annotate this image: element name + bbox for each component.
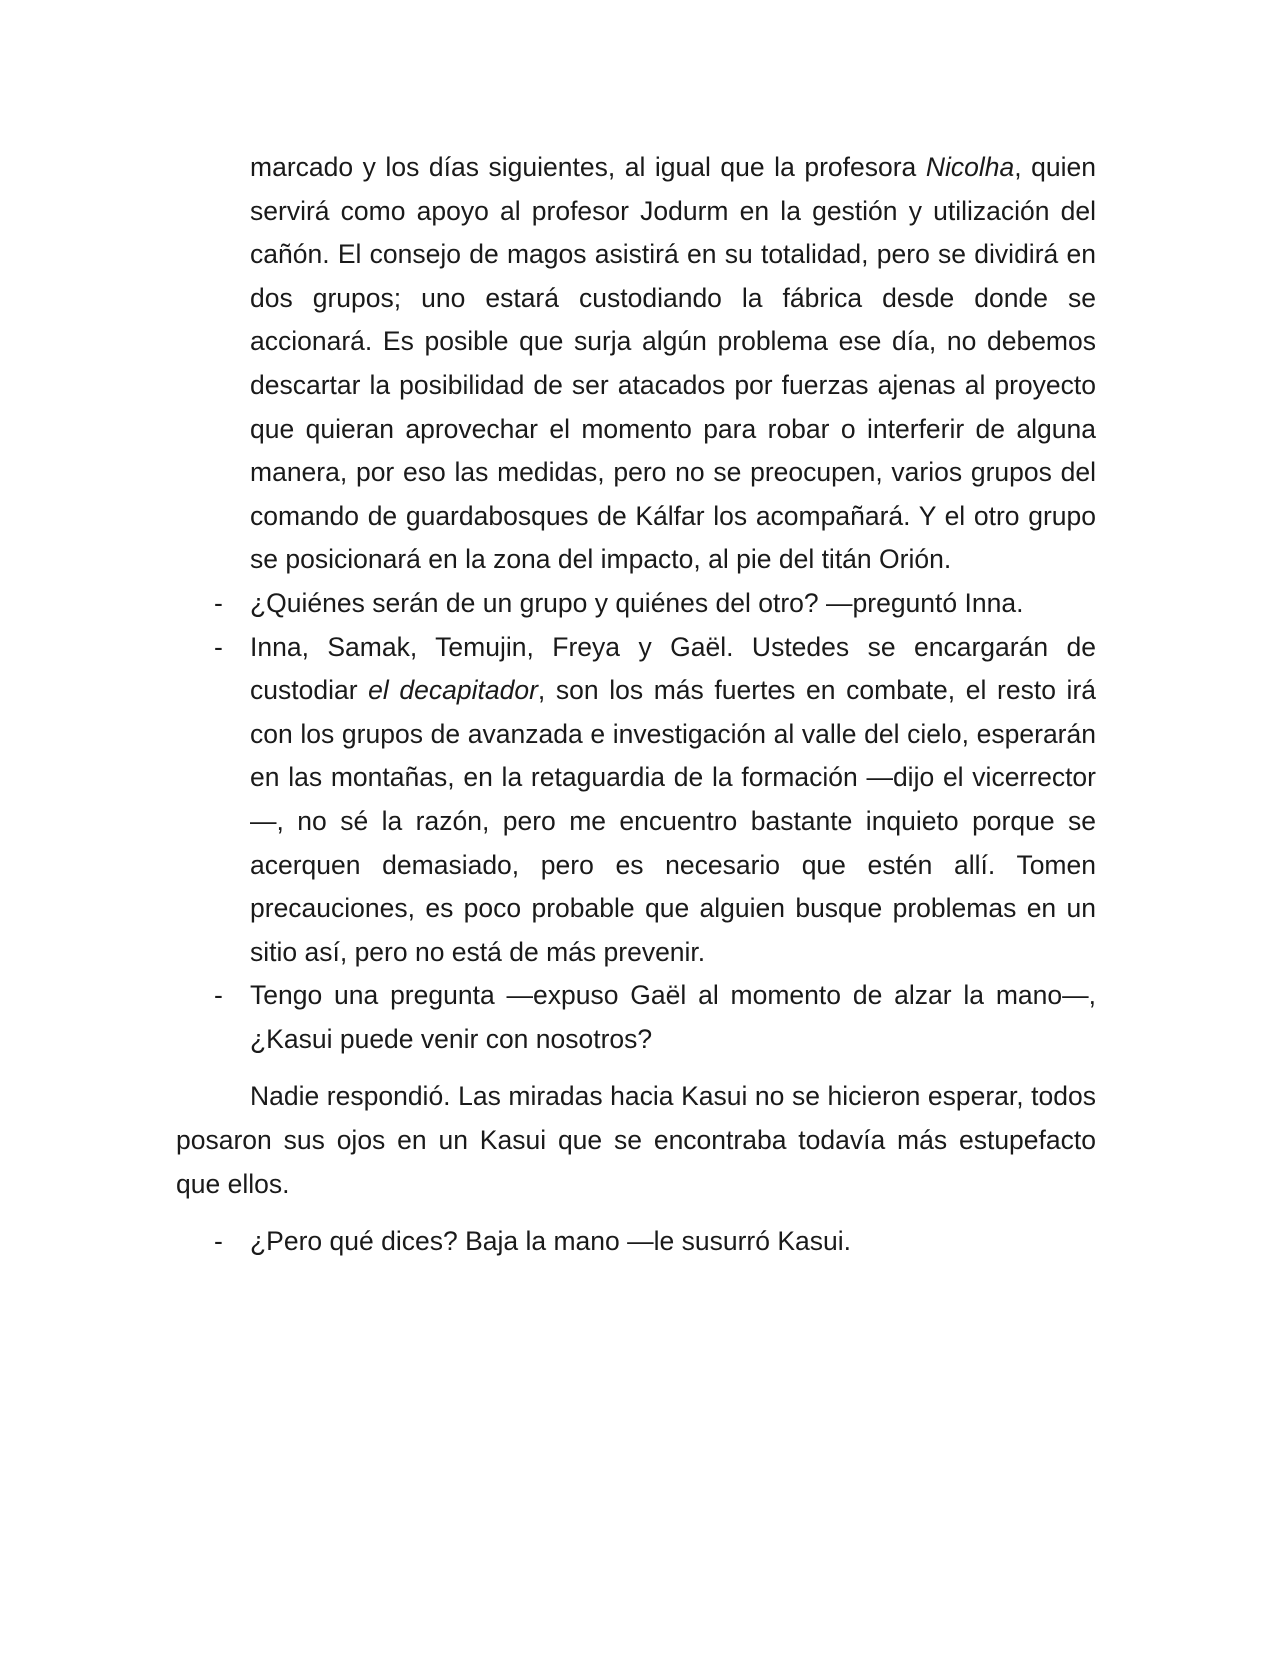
- paragraph-text-start: marcado y los días siguientes, al igual que la profesora: [250, 152, 926, 182]
- italic-name-nicolha: Nicolha: [925, 152, 1015, 182]
- dialogue-text: Tengo una pregunta —expuso Gaël al momento de alzar la mano—, ¿Kasui puede venir con nosotros?: [250, 980, 1096, 1054]
- dialogue-dash: -: [214, 587, 223, 618]
- body-text: [176, 146, 1096, 1264]
- italic-el-decapitador: el decapitador: [368, 675, 538, 706]
- dialogue-paragraph-3: [176, 974, 1096, 1061]
- dialogue-paragraph-4: [176, 1220, 1096, 1264]
- dialogue-dash: -: [214, 980, 223, 1011]
- dialogue-dash: -: [214, 631, 223, 662]
- dialogue-text-start: Inna, Samak, Temujin, Freya y Gaël. Ustedes se encargarán de custodiar: [250, 631, 1096, 706]
- dialogue-paragraph-2: [176, 626, 1096, 975]
- dialogue-text: ¿Pero qué dices? Baja la mano —le susurró Kasui.: [250, 1226, 851, 1257]
- paragraph-text-rest: , quien servirá como apoyo al profesor Jodurm en la gestión y utilización del cañón. El consejo de magos asistirá en su totalidad, pero se dividirá en dos grupos; uno estará custodiando la fábrica desde donde se accionará. Es posible que surja algún problema ese día, no debemos descartar la posibilidad de ser atacados por fuerzas ajenas al proyecto que quieran aprovechar el momento para robar o interferir de alguna manera, por eso las medidas, pero no se preocupen, varios grupos del comando de guardabosques de Kálfar los acompañará. Y el otro grupo se posicionará en la zona del impacto, al pie del titán Orión.: [250, 152, 1096, 575]
- continued-dialogue-paragraph: [176, 146, 1096, 582]
- dialogue-text-rest: , son los más fuertes en combate, el resto irá con los grupos de avanzada e investigación al valle del cielo, esperarán en las montañas, en la retaguardia de la formación —dijo el vicerrector—, no sé la razón, pero me encuentro bastante inquieto porque se acerquen demasiado, pero es necesario que estén allí. Tomen precauciones, es poco probable que alguien busque problemas en un sitio así, pero no está de más prevenir.: [250, 675, 1097, 967]
- dialogue-dash: -: [214, 1226, 223, 1257]
- narration-paragraph: Nadie respondió. Las miradas hacia Kasui no se hicieron esperar, todos posaron sus ojos en un Kasui que se encontraba todavía más estupefacto que ellos.: [176, 1081, 1096, 1199]
- dialogue-paragraph-1: [176, 582, 1096, 626]
- dialogue-text: ¿Quiénes serán de un grupo y quiénes del otro? —preguntó Inna.: [250, 587, 1024, 618]
